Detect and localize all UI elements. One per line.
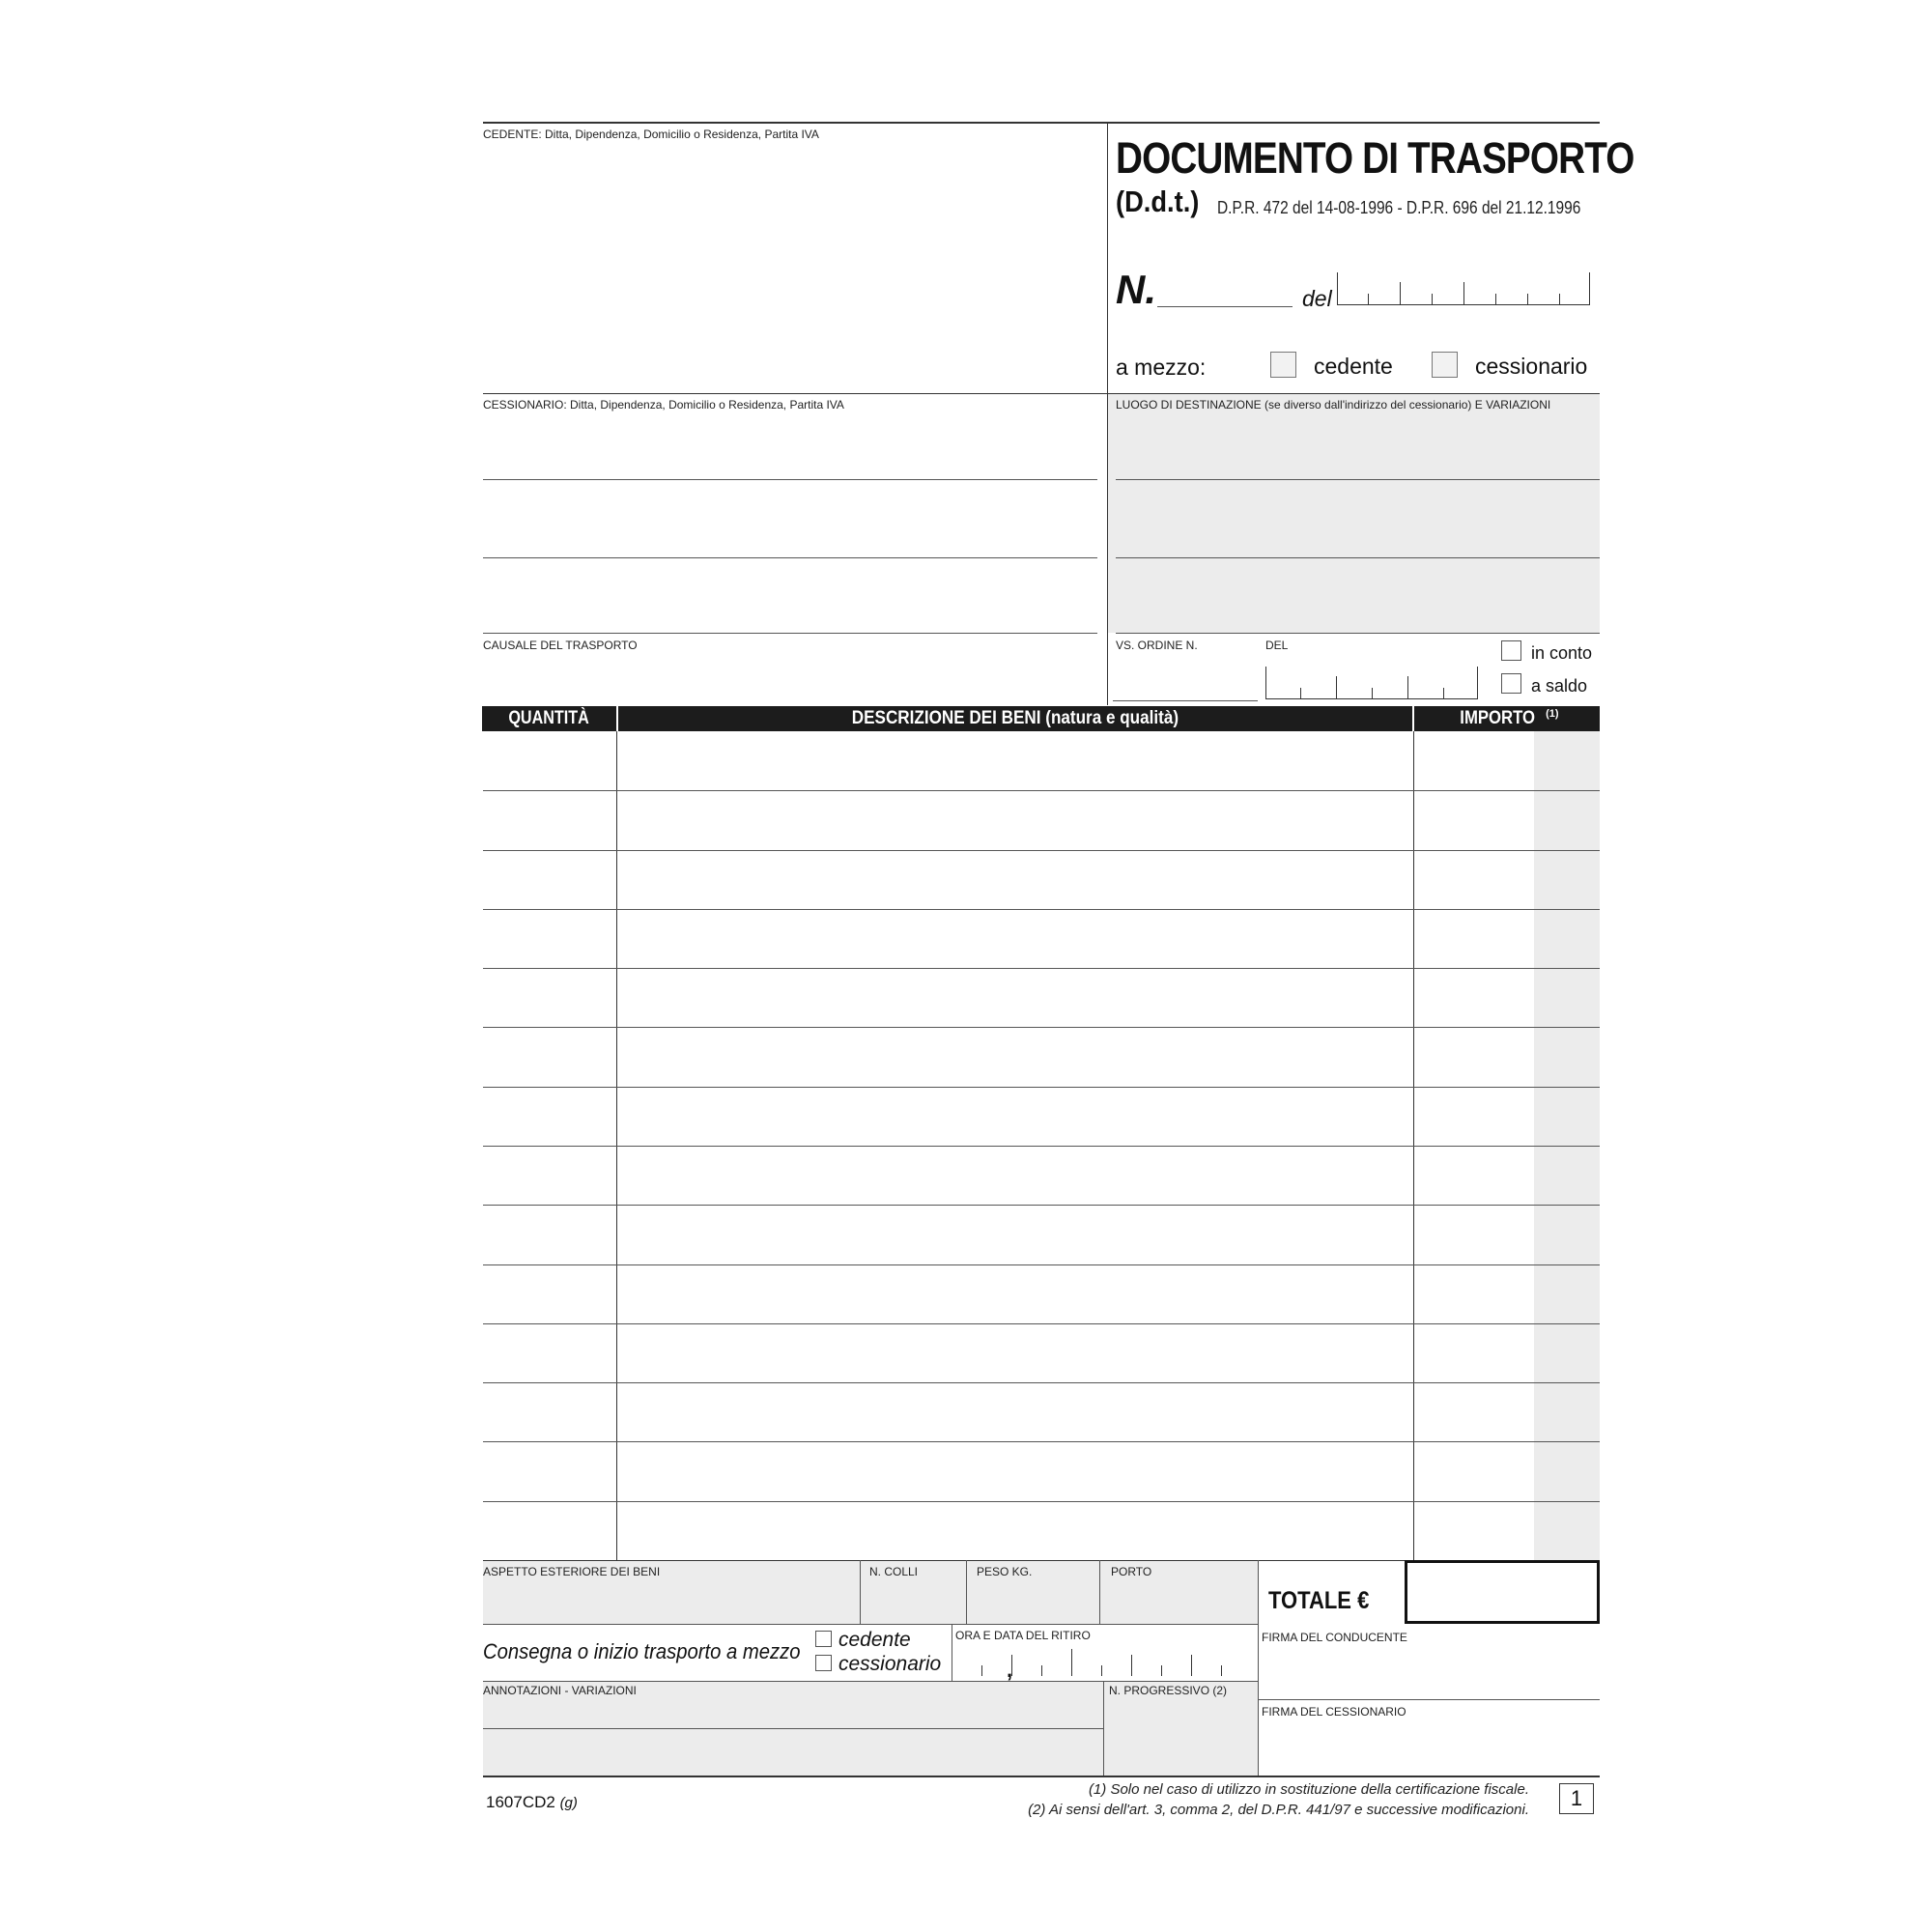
mezzo-cessionario-checkbox[interactable] [1432, 352, 1458, 378]
consegna-cessionario-label: cessionario [838, 1653, 942, 1675]
order-date-tick [1407, 676, 1408, 699]
row-separator [483, 1087, 1600, 1088]
in-conto-checkbox[interactable] [1501, 640, 1521, 661]
mezzo-cessionario-label: cessionario [1475, 354, 1588, 379]
footnote-2: (2) Ai sensi dell'art. 3, comma 2, del D.P.R. 441/97 e successive modificazioni. [1028, 1802, 1529, 1818]
quantity-cell[interactable] [483, 1087, 616, 1146]
ritiro-tick [1191, 1655, 1192, 1676]
amount-cell[interactable] [1414, 850, 1600, 909]
form-code-suffix: (g) [559, 1795, 578, 1811]
footer-line [483, 1681, 1258, 1682]
cessionario-line[interactable] [483, 633, 1097, 634]
table-row [483, 968, 1600, 1027]
row-separator [483, 1205, 1600, 1206]
row-separator [483, 909, 1600, 910]
progressivo-field[interactable] [1105, 1698, 1256, 1776]
quantity-cell[interactable] [483, 1441, 616, 1500]
footer-divider [966, 1560, 967, 1624]
quantity-cell[interactable] [483, 1382, 616, 1441]
law-reference: D.P.R. 472 del 14-08-1996 - D.P.R. 696 del 21.12.1996 [1217, 198, 1581, 217]
table-row [483, 909, 1600, 968]
document-title: DOCUMENTO DI TRASPORTO [1116, 133, 1634, 183]
date-label: del [1302, 286, 1332, 311]
amount-cell[interactable] [1414, 968, 1600, 1027]
ritiro-tick [981, 1665, 982, 1676]
row-separator [483, 1027, 1600, 1028]
table-row [483, 1146, 1600, 1205]
date-tick [1495, 294, 1496, 305]
quantity-cell[interactable] [483, 850, 616, 909]
row-separator [483, 1501, 1600, 1502]
progressivo-label: N. PROGRESSIVO (2) [1109, 1684, 1228, 1697]
destination-label: LUOGO DI DESTINAZIONE (se diverso dall'indirizzo del cessionario) E VARIAZIONI [1116, 398, 1551, 412]
row-separator [483, 790, 1600, 791]
footer-divider [1258, 1560, 1259, 1776]
peso-field[interactable] [968, 1580, 1097, 1623]
row-separator [483, 1146, 1600, 1147]
row-separator [483, 1264, 1600, 1265]
destination-line[interactable] [1116, 479, 1600, 480]
number-field[interactable] [1157, 306, 1293, 307]
ritiro-comma: , [1007, 1658, 1013, 1682]
ritiro-tick [1131, 1655, 1132, 1676]
amount-cell[interactable] [1414, 1382, 1600, 1441]
amount-cell[interactable] [1414, 1146, 1600, 1205]
table-row [483, 1501, 1600, 1560]
description-cell[interactable] [617, 1087, 1413, 1146]
date-tick [1368, 294, 1369, 305]
description-cell[interactable] [617, 1146, 1413, 1205]
quantity-cell[interactable] [483, 1205, 616, 1264]
ritiro-tick [1071, 1649, 1072, 1676]
firma-cessionario-label: FIRMA DEL CESSIONARIO [1262, 1705, 1406, 1719]
mezzo-label: a mezzo: [1116, 355, 1207, 380]
description-cell[interactable] [617, 1441, 1413, 1500]
order-number-label: VS. ORDINE N. [1116, 639, 1198, 652]
table-row [483, 1027, 1600, 1086]
description-cell[interactable] [617, 731, 1413, 790]
quantity-cell[interactable] [483, 1146, 616, 1205]
quantity-cell[interactable] [483, 790, 616, 849]
table-row [483, 1205, 1600, 1264]
description-cell[interactable] [617, 1382, 1413, 1441]
footer-line [483, 1624, 1258, 1625]
in-conto-label: in conto [1531, 643, 1593, 663]
quantity-header-text: QUANTITÀ [508, 708, 590, 728]
description-cell[interactable] [617, 850, 1413, 909]
quantity-cell[interactable] [483, 731, 616, 790]
cessionario-line[interactable] [483, 557, 1097, 558]
amount-cell[interactable] [1414, 1501, 1600, 1560]
colli-label: N. COLLI [869, 1565, 919, 1578]
aspetto-label: ASPETTO ESTERIORE DEI BENI [483, 1565, 661, 1578]
row-separator [483, 1382, 1600, 1383]
footer-line [1258, 1699, 1600, 1700]
footer-divider [860, 1560, 861, 1624]
ritiro-tick [1161, 1665, 1162, 1676]
ritiro-tick [1101, 1665, 1102, 1676]
mezzo-cedente-label: cedente [1314, 354, 1393, 379]
date-tick [1400, 282, 1401, 305]
date-tick [1432, 294, 1433, 305]
quantity-cell[interactable] [483, 909, 616, 968]
table-row [483, 1382, 1600, 1441]
document-subtitle: (D.d.t.) [1116, 185, 1200, 218]
destination-line[interactable] [1116, 633, 1600, 634]
amount-cell[interactable] [1414, 790, 1600, 849]
description-cell[interactable] [617, 1027, 1413, 1086]
table-row [483, 1264, 1600, 1323]
consegna-label: Consegna o inizio trasporto a mezzo [483, 1639, 801, 1663]
firma-cessionario-field[interactable] [1260, 1719, 1598, 1774]
colli-field[interactable] [862, 1580, 964, 1623]
amount-cell[interactable] [1414, 1087, 1600, 1146]
annotazioni-label: ANNOTAZIONI - VARIAZIONI [483, 1684, 637, 1697]
totale-label: TOTALE € [1268, 1587, 1370, 1614]
ritiro-tick [1041, 1665, 1042, 1676]
amount-header-note: (1) [1546, 708, 1559, 720]
order-date-label: DEL [1265, 639, 1289, 652]
quantity-header [482, 706, 616, 731]
footer-divider [1099, 1560, 1100, 1624]
amount-header [1414, 706, 1600, 731]
table-row [483, 790, 1600, 849]
footer-divider [1103, 1681, 1104, 1776]
order-date-tick [1300, 688, 1301, 699]
row-separator [483, 1323, 1600, 1324]
porto-field[interactable] [1101, 1580, 1256, 1623]
row-separator [483, 968, 1600, 969]
amount-cell[interactable] [1414, 1205, 1600, 1264]
amount-cell[interactable] [1414, 1441, 1600, 1500]
causale-label: CAUSALE DEL TRASPORTO [483, 639, 638, 652]
amount-cell[interactable] [1414, 731, 1600, 790]
number-label: N. [1116, 267, 1156, 312]
form-code-text: 1607CD2 [486, 1793, 555, 1811]
description-cell[interactable] [617, 1205, 1413, 1264]
amount-header-text: IMPORTO [1460, 708, 1536, 728]
description-header [618, 706, 1412, 731]
description-cell[interactable] [617, 1264, 1413, 1323]
cedente-label: CEDENTE: Ditta, Dipendenza, Domicilio o Residenza, Partita IVA [483, 128, 819, 141]
form-code [486, 1793, 578, 1812]
order-date-tick [1336, 676, 1337, 699]
description-cell[interactable] [617, 790, 1413, 849]
consegna-cedente-label: cedente [838, 1629, 911, 1651]
order-date-tick [1372, 688, 1373, 699]
cedente-area[interactable] [483, 124, 1105, 392]
destination-shading [1108, 394, 1600, 633]
row-separator [483, 850, 1600, 851]
date-tick [1463, 282, 1464, 305]
quantity-cell[interactable] [483, 1323, 616, 1382]
cessionario-line[interactable] [483, 479, 1097, 480]
amount-cell[interactable] [1414, 1264, 1600, 1323]
consegna-cedente-checkbox[interactable] [815, 1631, 832, 1647]
cessionario-label: CESSIONARIO: Ditta, Dipendenza, Domicilio o Residenza, Partita IVA [483, 398, 844, 412]
ritiro-tick [1221, 1665, 1222, 1676]
peso-label: PESO KG. [977, 1565, 1033, 1578]
date-tick [1559, 294, 1560, 305]
table-row [483, 1441, 1600, 1500]
table-row [483, 1087, 1600, 1146]
causale-area[interactable] [483, 653, 1105, 703]
footnote-1: (1) Solo nel caso di utilizzo in sostituzione della certificazione fiscale. [1088, 1781, 1529, 1798]
consegna-cessionario-checkbox[interactable] [815, 1655, 832, 1671]
order-date-tick [1443, 688, 1444, 699]
amount-cell[interactable] [1414, 1027, 1600, 1086]
quantity-cell[interactable] [483, 968, 616, 1027]
quantity-cell[interactable] [483, 1264, 616, 1323]
table-row [483, 731, 1600, 790]
order-number-field[interactable] [1113, 700, 1258, 701]
destination-line[interactable] [1116, 557, 1600, 558]
description-header-text: DESCRIZIONE DEI BENI (natura e qualità) [851, 708, 1179, 728]
description-cell[interactable] [617, 1501, 1413, 1560]
description-cell[interactable] [617, 909, 1413, 968]
a-saldo-label: a saldo [1531, 676, 1588, 696]
a-saldo-checkbox[interactable] [1501, 673, 1521, 694]
table-row [483, 1323, 1600, 1382]
firma-conducente-label: FIRMA DEL CONDUCENTE [1262, 1631, 1407, 1644]
row-separator [483, 1441, 1600, 1442]
aspetto-field[interactable] [483, 1580, 858, 1623]
quantity-cell[interactable] [483, 1027, 616, 1086]
amount-cell[interactable] [1414, 909, 1600, 968]
footer-bottom [483, 1776, 1600, 1777]
page-number: 1 [1559, 1783, 1594, 1814]
description-cell[interactable] [617, 1323, 1413, 1382]
firma-conducente-field[interactable] [1260, 1646, 1598, 1698]
totale-field[interactable] [1405, 1560, 1600, 1624]
amount-cell[interactable] [1414, 1323, 1600, 1382]
table-row [483, 850, 1600, 909]
mezzo-cedente-checkbox[interactable] [1270, 352, 1296, 378]
porto-label: PORTO [1111, 1565, 1152, 1578]
ritiro-label: ORA E DATA DEL RITIRO [955, 1629, 1091, 1642]
date-tick [1527, 294, 1528, 305]
quantity-cell[interactable] [483, 1501, 616, 1560]
annotazioni-field[interactable] [483, 1698, 1101, 1776]
description-cell[interactable] [617, 968, 1413, 1027]
